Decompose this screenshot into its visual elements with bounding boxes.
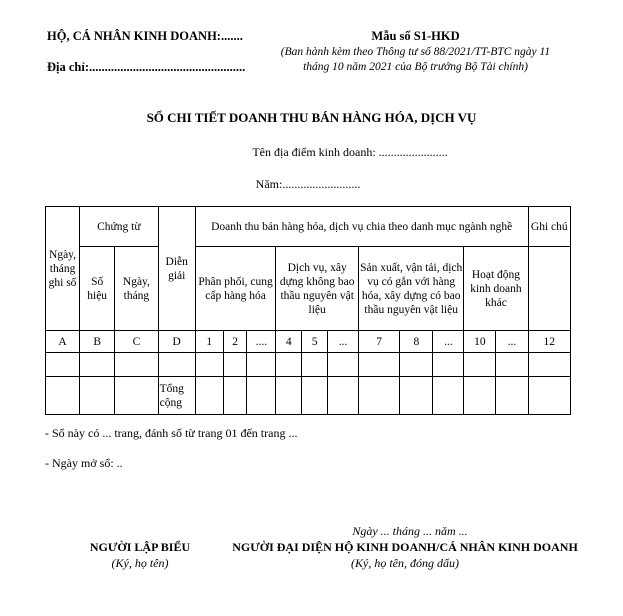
notes-blank-cell [528, 247, 570, 331]
code-cell: D [158, 331, 195, 353]
representative-title: NGƯỜI ĐẠI DIỆN HỘ KINH DOANH/CÁ NHÂN KINH DOANH [232, 540, 578, 554]
preparer-signature [70, 540, 210, 571]
header-date-recorded: Ngày, tháng ghi sổ [46, 207, 80, 331]
code-cell: 7 [359, 331, 400, 353]
header-revenue: Doanh thu bán hàng hóa, dịch vụ chia theo danh mục ngành nghề [195, 207, 528, 247]
code-cell: 5 [302, 331, 328, 353]
representative-subtitle: (Ký, họ tên, đóng dấu) [351, 556, 459, 570]
code-cell: 10 [464, 331, 496, 353]
address-label: Địa chỉ:.................................................. [47, 60, 246, 74]
code-cell: 4 [276, 331, 302, 353]
code-cell: .... [247, 331, 276, 353]
header-notes: Ghi chú [528, 207, 570, 247]
code-cell: 2 [223, 331, 247, 353]
header-voucher-number: Số hiệu [80, 247, 115, 331]
blank-entry-row [46, 353, 571, 377]
code-cell: 8 [400, 331, 433, 353]
representative-signature [225, 540, 585, 571]
year-line: Năm:.......................... [255, 177, 361, 191]
category-services: Dịch vụ, xây dựng không bao thầu nguyên vật liệu [276, 247, 359, 331]
revenue-ledger-table [45, 206, 571, 415]
preparer-subtitle: (Ký, họ tên) [111, 556, 169, 570]
preparer-title: NGƯỜI LẬP BIỂU [89, 540, 191, 554]
code-cell: B [80, 331, 115, 353]
form-note: (Ban hành kèm theo Thông tư số 88/2021/TT-BTC ngày 11 tháng 10 năm 2021 của Bộ trưởng Bộ Tài chính) [280, 46, 551, 73]
code-cell: ... [328, 331, 359, 353]
document-title: SỔ CHI TIẾT DOANH THU BÁN HÀNG HÓA, DỊCH VỤ [146, 110, 477, 125]
page-count-note: - Sổ này có ... trang, đánh số từ trang 01 đến trang ... [45, 426, 298, 440]
business-location-line: Tên địa điểm kinh doanh: ....................... [252, 145, 448, 159]
code-row [46, 331, 571, 353]
header-voucher-date: Ngày, tháng [115, 247, 158, 331]
code-cell: 12 [528, 331, 570, 353]
total-row [46, 377, 571, 415]
form-number: Mẫu số S1-HKD [371, 29, 460, 43]
business-name-label: HỘ, CÁ NHÂN KINH DOANH:....... [47, 29, 243, 43]
category-distribution: Phân phối, cung cấp hàng hóa [195, 247, 276, 331]
header-description: Diễn giải [158, 207, 195, 331]
total-label: Tổng cộng [158, 377, 195, 415]
opening-date-note: - Ngày mở sổ: .. [45, 456, 123, 470]
category-other: Hoạt động kinh doanh khác [464, 247, 528, 331]
code-cell: C [115, 331, 158, 353]
category-production: Sản xuất, vận tải, dịch vụ có gắn với hàng hóa, xây dựng có bao thầu nguyên vật liệu [359, 247, 464, 331]
code-cell: 1 [195, 331, 223, 353]
header-voucher: Chứng từ [80, 207, 159, 247]
code-cell: A [46, 331, 80, 353]
form-header [268, 29, 563, 75]
code-cell: ... [433, 331, 464, 353]
code-cell: ... [496, 331, 528, 353]
signature-date-line: Ngày ... tháng ... năm ... [352, 524, 468, 538]
